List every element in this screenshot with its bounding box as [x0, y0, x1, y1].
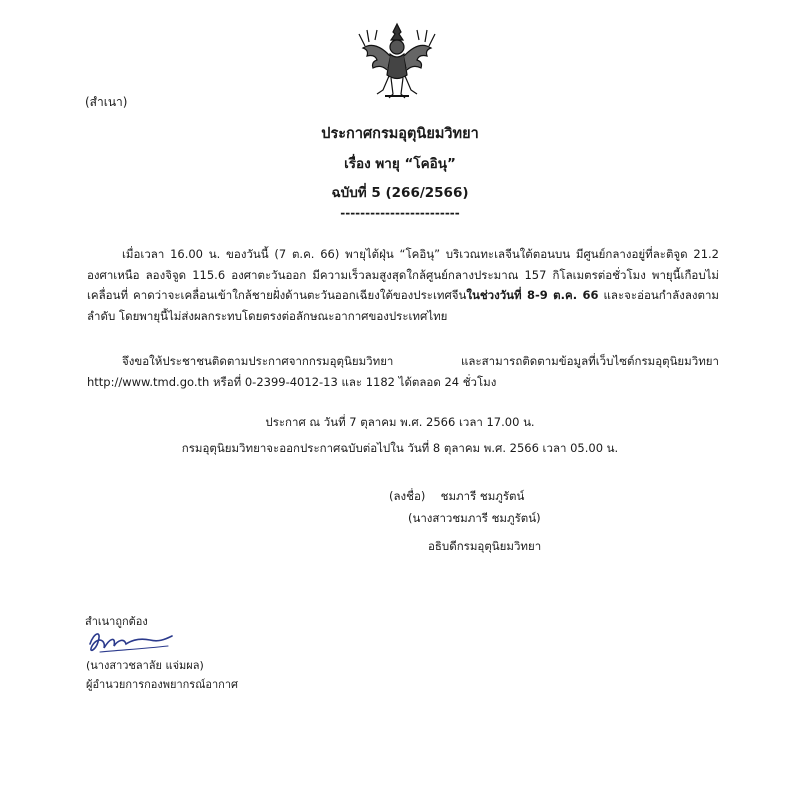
announcement-subject: เรื่อง พายุ “โคอินุ” — [344, 156, 456, 172]
certifier-position: ผู้อำนวยการกองพยากรณ์อากาศ — [86, 678, 239, 691]
storm-details-text: เมื่อเวลา 16.00 น. ของวันนี้ (7 ต.ค. 66) พายุไต้ฝุ่น “โคอินุ” บริเวณทะเลจีนใต้ตอนบน มีศูนย์กลางอยู่ที่ละติจูด 21.2 องศาเหนือ ลองจิจูด 115.6 องศาตะวันออก มีความเร็วลมสูงสุดใกล้ศูนย์กลางประมาณ 157 กิโลเมตรต่อชั่วโมง พายุนี้เกือบไม่เคลื่อนที่ คาดว่าจะเคลื่อนเข้าใกล้ชายฝั่งด้านตะวันออกเฉียงใต้ของประเทศจีน — [87, 247, 719, 303]
next-issue-note: กรมอุตุนิยมวิทยาจะออกประกาศฉบับต่อไปใน วันที่ 8 ตุลาคม พ.ศ. 2566 เวลา 05.00 น. — [181, 441, 619, 455]
announcement-date: ประกาศ ณ วันที่ 7 ตุลาคม พ.ศ. 2566 เวลา 17.00 น. — [265, 415, 535, 429]
signed-line — [389, 488, 524, 506]
copy-tag: (สำเนา) — [85, 95, 128, 109]
signatory-full-name: (นางสาวชมภารี ชมภูรัตน์) — [408, 511, 541, 525]
signatory-position: อธิบดีกรมอุตุนิยมวิทยา — [428, 539, 542, 553]
issue-number: ฉบับที่ 5 (266/2566) — [331, 185, 469, 201]
storm-details-text-end: และจะอ่อนกำลังลงตามลำดับ โดยพายุนี้ไม่ส่งผลกระทบโดยตรงต่อลักษณะอากาศของประเทศไทย — [87, 288, 719, 323]
garuda-emblem-icon — [355, 20, 440, 102]
paragraph-follow-updates: จึงขอให้ประชาชนติดตามประกาศจากกรมอุตุนิยมวิทยา และสามารถติดตามข้อมูลที่เว็บไซต์กรมอุตุนิยมวิทยา http://www.tmd.go.th หรือที่ 0-2399-4012-13 และ 1182 ได้ตลอด 24 ชั่วโมง — [87, 354, 719, 389]
signed-name: ชมภารี ชมภูรัตน์ — [440, 489, 525, 503]
storm-details-bold-dates: ในช่วงวันที่ 8-9 ต.ค. 66 — [466, 288, 599, 303]
separator-line: ------------------------ — [340, 206, 460, 220]
certified-copy-label: สำเนาถูกต้อง — [85, 615, 148, 628]
signed-label: (ลงชื่อ) — [389, 489, 426, 503]
certifier-name: (นางสาวชลาลัย แจ่มผล) — [86, 659, 204, 672]
paragraph-storm-details — [87, 244, 719, 326]
announcement-title: ประกาศกรมอุตุนิยมวิทยา — [321, 126, 479, 142]
